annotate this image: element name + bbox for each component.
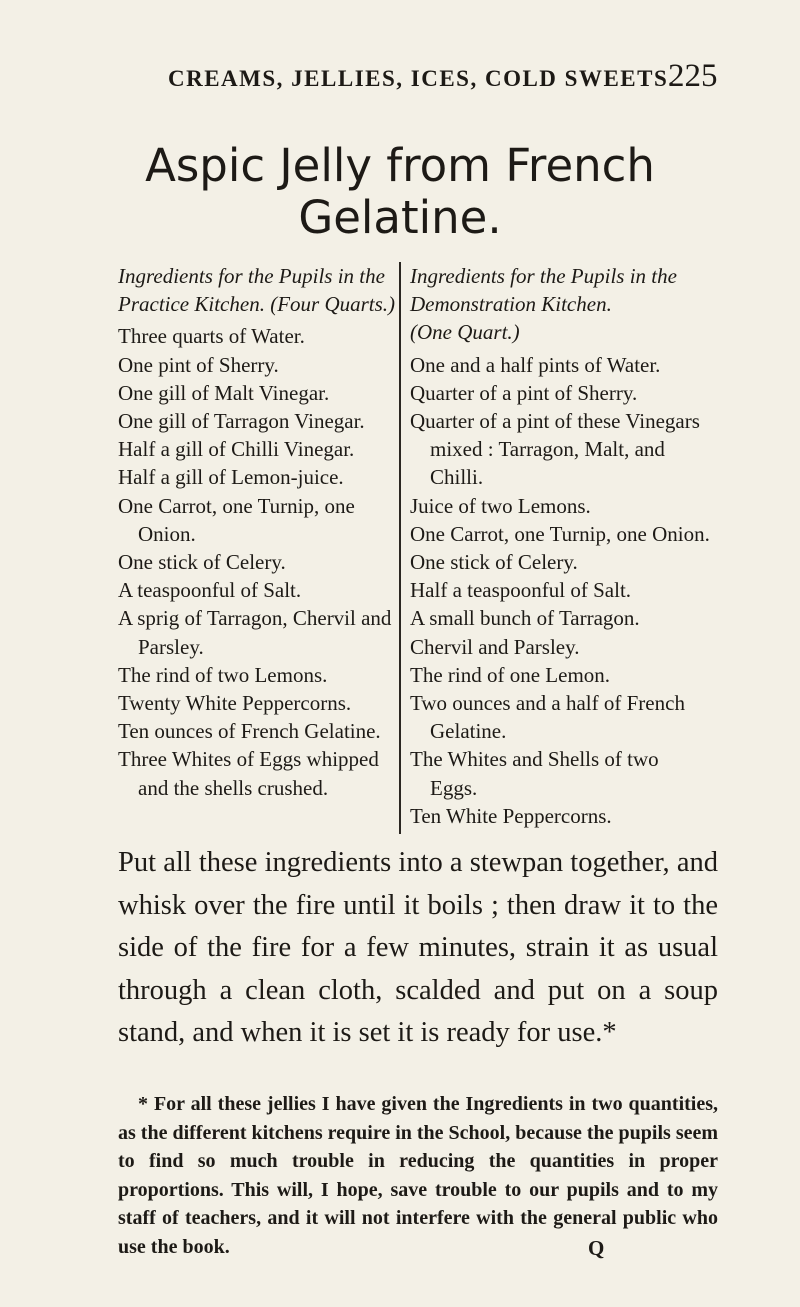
ingredients-demonstration-kitchen [410, 262, 710, 830]
heading-quantity: (One Quart.) [410, 320, 520, 345]
ingredients-heading-practice [118, 262, 398, 318]
ingredient-item: One and a half pints of Water. [410, 352, 661, 377]
ingredient-item: Three Whites of Eggs whipped and the shells crushed. [118, 747, 379, 800]
ingredient-item: Half a gill of Lemon-juice. [118, 465, 344, 490]
ingredient-item: Half a teaspoonful of Salt. [410, 578, 632, 603]
column-divider [399, 262, 401, 834]
ingredient-item: The rind of two Lemons. [118, 662, 328, 687]
ingredient-item: A teaspoonful of Salt. [118, 578, 302, 603]
page-title-line-2: Gelatine. [298, 191, 502, 244]
running-head-title: CREAMS, JELLIES, ICES, COLD SWEETS. [168, 66, 676, 91]
ingredient-item: Twenty White Peppercorns. [118, 691, 352, 716]
ingredient-item: Juice of two Lemons. [410, 493, 591, 518]
method-paragraph: Put all these ingredients into a stewpan together, and whisk over the fire until it boils ; then draw it to the side of the fire for a few minutes, strain it as usual through a clean cloth, scalded and put on a soup stand, and when it is set it is ready for use.* [118, 847, 718, 1048]
ingredient-item: Ten White Peppercorns. [410, 803, 612, 828]
page-title [0, 140, 800, 244]
ingredient-item: Quarter of a pint of these Vinegars mixed : Tarragon, Malt, and Chilli. [410, 409, 700, 490]
ingredient-item: One stick of Celery. [118, 550, 286, 575]
ingredient-item: A sprig of Tarragon, Chervil and Parsley. [118, 606, 392, 659]
ingredient-item: One Carrot, one Turnip, one Onion. [118, 493, 355, 546]
footnote: * For all these jellies I have given the Ingredients in two quantities, as the different kitchens require in the School, because the pupils seem to find so much trouble in reducing the quantities in proper proportions. This will, I hope, save trouble to our pupils and to my staff of teachers, and it will not interfere with the general public who use the book. [118, 1093, 719, 1258]
ingredient-list-practice [118, 322, 398, 801]
ingredient-item: One pint of Sherry. [118, 352, 279, 377]
ingredient-item: One gill of Malt Vinegar. [118, 380, 330, 405]
signature-mark: Q [588, 1236, 605, 1260]
page-title-line-1: Aspic Jelly from French [145, 139, 655, 192]
page-number: 225 [668, 58, 718, 94]
heading-text: Ingredients for the Pupils in the Demonstration Kitchen. [410, 264, 677, 317]
ingredient-item: One gill of Tarragon Vinegar. [118, 409, 365, 434]
ingredient-list-demonstration [410, 351, 710, 830]
ingredients-practice-kitchen [118, 262, 398, 802]
ingredient-item: One Carrot, one Turnip, one Onion. [410, 521, 710, 546]
heading-text: Ingredients for the Pupils in the Practice Kitchen. [118, 264, 385, 317]
ingredient-item: A small bunch of Tarragon. [410, 606, 640, 631]
ingredient-item: One stick of Celery. [410, 550, 578, 575]
ingredient-item: Quarter of a pint of Sherry. [410, 380, 638, 405]
ingredient-item: Chervil and Parsley. [410, 634, 580, 659]
ingredient-item: Three quarts of Water. [118, 324, 305, 349]
ingredient-item: Half a gill of Chilli Vinegar. [118, 437, 355, 462]
ingredient-item: Two ounces and a half of French Gelatine. [410, 691, 685, 744]
ingredient-item: Ten ounces of French Gelatine. [118, 719, 381, 744]
ingredient-item: The Whites and Shells of two Eggs. [410, 747, 659, 800]
heading-quantity: (Four Quarts.) [270, 292, 396, 317]
running-head [0, 58, 800, 98]
ingredients-heading-demonstration [410, 262, 710, 347]
ingredient-item: The rind of one Lemon. [410, 662, 611, 687]
